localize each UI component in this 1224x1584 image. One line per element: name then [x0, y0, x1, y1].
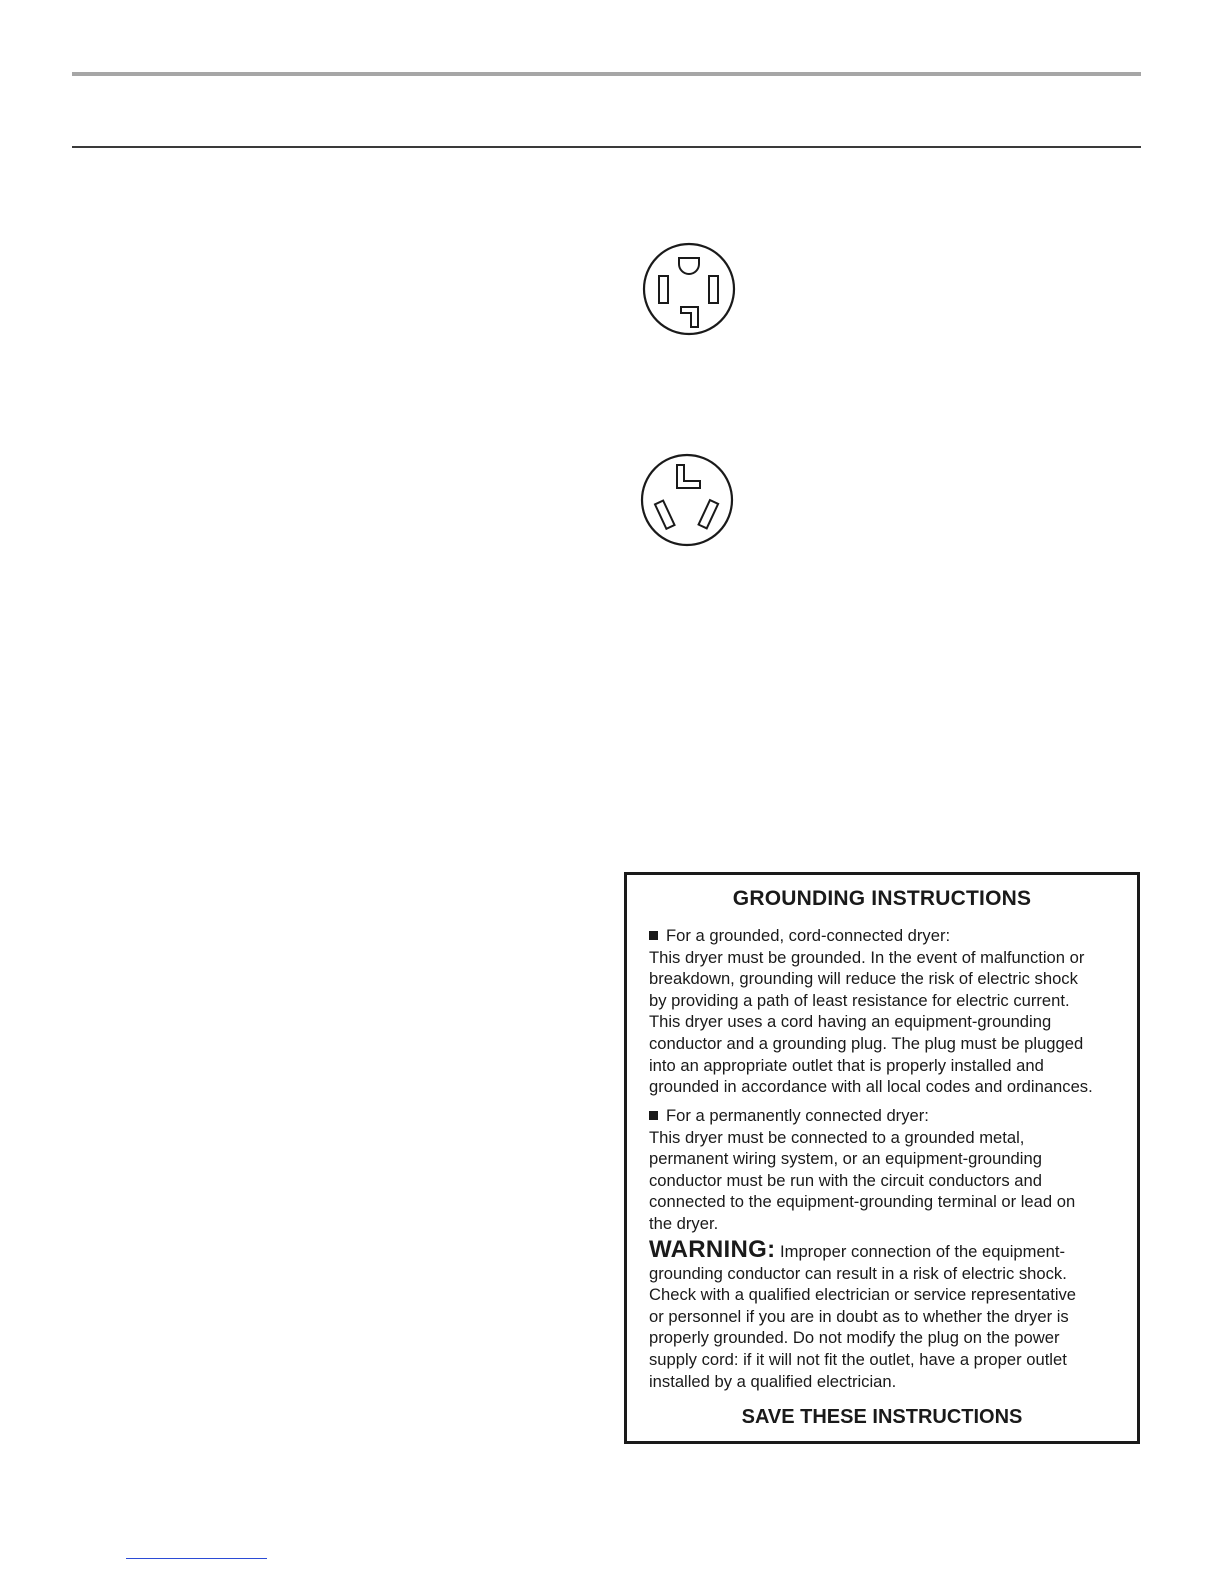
warning-label: WARNING: — [649, 1236, 776, 1263]
paragraph-line: grounded in accordance with all local codes and ordinances. — [649, 1077, 1093, 1097]
permanently-connected-section — [649, 1105, 1129, 1235]
permanently-connected-heading: For a permanently connected dryer: — [666, 1106, 929, 1125]
paragraph-line: properly grounded. Do not modify the plug on the power — [649, 1328, 1060, 1348]
save-instructions-footer: SAVE THESE INSTRUCTIONS — [741, 1406, 1023, 1428]
paragraph-line: into an appropriate outlet that is properly installed and — [649, 1055, 1044, 1075]
paragraph-line: conductor must be run with the circuit conductors and — [649, 1170, 1042, 1190]
paragraph-line: This dryer must be connected to a grounded metal, — [649, 1127, 1025, 1147]
cord-connected-heading-row — [649, 925, 1129, 947]
paragraph-line: permanent wiring system, or an equipment-grounding — [649, 1149, 1042, 1169]
top-divider — [72, 72, 1141, 76]
warning-section — [649, 1236, 1129, 1392]
three-wire-receptacle-icon — [638, 451, 736, 549]
paragraph-line: supply cord: if it will not fit the outlet, have a proper outlet — [649, 1349, 1067, 1369]
warning-first-text: Improper connection of the equipment- — [780, 1242, 1066, 1261]
permanently-connected-heading-row — [649, 1105, 1129, 1127]
grounding-title: GROUNDING INSTRUCTIONS — [732, 887, 1032, 910]
square-bullet-icon — [649, 931, 658, 940]
header-divider — [72, 146, 1141, 148]
paragraph-line: or personnel if you are in doubt as to whether the dryer is — [649, 1306, 1069, 1326]
paragraph-line: the dryer. — [649, 1213, 719, 1233]
square-bullet-icon — [649, 1111, 658, 1120]
link-underline[interactable] — [126, 1558, 267, 1559]
paragraph-line: This dryer must be grounded. In the event of malfunction or — [649, 947, 1085, 967]
paragraph-line: installed by a qualified electrician. — [649, 1371, 897, 1391]
warning-first-line — [649, 1236, 1129, 1263]
paragraph-line: grounding conductor can result in a risk of electric shock. — [649, 1263, 1067, 1283]
paragraph-line: by providing a path of least resistance for electric current. — [649, 990, 1070, 1010]
cord-connected-heading: For a grounded, cord-connected dryer: — [666, 926, 951, 945]
paragraph-line: conductor and a grounding plug. The plug must be plugged — [649, 1033, 1084, 1053]
four-wire-receptacle-icon — [640, 240, 738, 338]
cord-connected-section — [649, 925, 1129, 1098]
grounding-instructions-box — [624, 872, 1140, 1444]
paragraph-line: breakdown, grounding will reduce the risk of electric shock — [649, 969, 1078, 989]
paragraph-line: connected to the equipment-grounding terminal or lead on — [649, 1192, 1076, 1212]
paragraph-line: This dryer uses a cord having an equipment-grounding — [649, 1012, 1052, 1032]
paragraph-line: Check with a qualified electrician or service representative — [649, 1285, 1077, 1305]
